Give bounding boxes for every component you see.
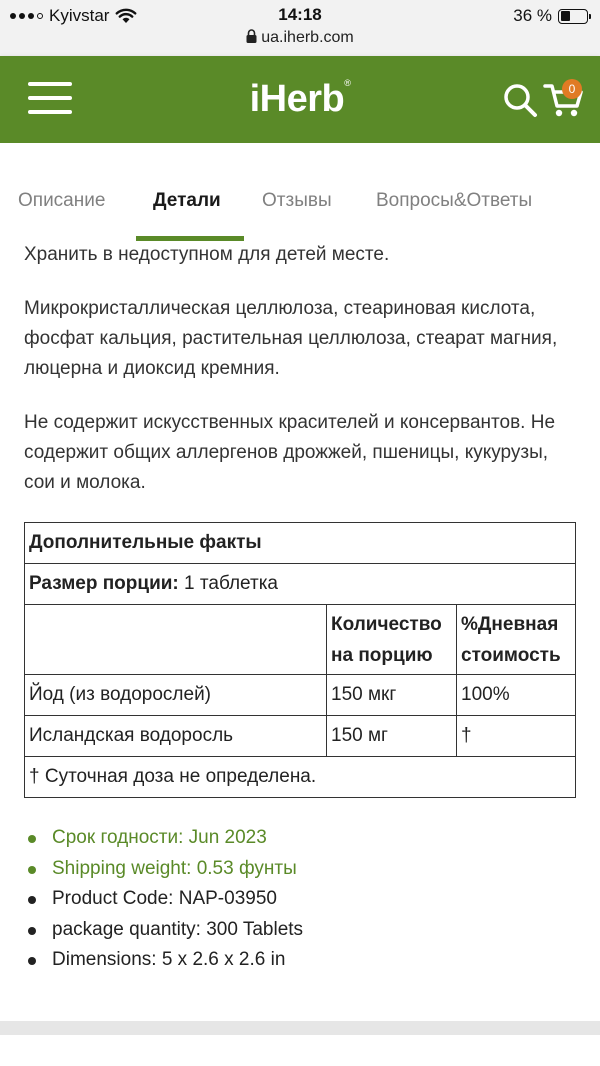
ingredients-text: Микрокристаллическая целлюлоза, стеариновая кислота, фосфат кальция, растительная целлюлоза, стеарат магния, люцерна и диоксид кремния. — [24, 298, 558, 379]
tab-details[interactable]: Детали — [153, 190, 221, 211]
table-row — [25, 716, 576, 757]
daily-value-header — [457, 605, 576, 675]
amount-header-line2: на порцию — [331, 644, 433, 666]
cart-count-badge: 0 — [562, 79, 582, 99]
allergen-text: Не содержит искусственных красителей и консервантов. Не содержит общих аллергенов дрожжей, пшеницы, кукурузы, сои и молока. — [24, 412, 556, 493]
serving-size-label: Размер порции: — [29, 573, 179, 594]
table-title-row — [25, 523, 576, 564]
dv-header-line2: стоимость — [461, 644, 561, 666]
nutrient-amount: 150 мкг — [327, 675, 457, 716]
url-text: ua.iherb.com — [261, 29, 354, 46]
battery-icon — [558, 9, 588, 24]
registered-mark: ® — [344, 78, 351, 88]
clock: 14:18 — [278, 5, 322, 24]
tab-questions[interactable]: Вопросы&Ответы — [376, 190, 533, 211]
table-title: Дополнительные факты — [25, 523, 576, 564]
product-code: Product Code: NAP-03950 — [24, 884, 576, 915]
nutrient-daily-value: † — [457, 716, 576, 757]
nutrient-amount: 150 мг — [327, 716, 457, 757]
battery-status — [513, 6, 588, 26]
tab-reviews[interactable]: Отзывы — [262, 190, 332, 211]
table-header-row — [25, 605, 576, 675]
amount-header-line1: Количество — [331, 613, 442, 635]
serving-size-value: 1 таблетка — [178, 573, 278, 594]
search-icon[interactable] — [502, 82, 538, 118]
address-bar[interactable] — [0, 29, 600, 47]
expiration-date: Срок годности: Jun 2023 — [24, 823, 576, 854]
package-quantity: package quantity: 300 Tablets — [24, 915, 576, 946]
dv-header-line1: %Дневная — [461, 613, 559, 635]
product-details-list — [24, 823, 576, 976]
dimensions: Dimensions: 5 x 2.6 x 2.6 in — [24, 945, 576, 976]
next-section-heading-cut — [24, 1052, 576, 1066]
shipping-weight: Shipping weight: 0.53 фунты — [24, 854, 576, 885]
section-divider — [0, 1021, 600, 1035]
carrier-name: Kyivstar — [49, 6, 110, 25]
table-row — [25, 675, 576, 716]
serving-size-row — [25, 564, 576, 605]
serving-size — [25, 564, 576, 605]
table-header-empty — [25, 605, 327, 675]
storage-note: Хранить в недоступном для детей месте. — [24, 244, 390, 265]
amount-header — [327, 605, 457, 675]
scrolled-text — [24, 238, 576, 266]
battery-percent: 36 % — [513, 6, 552, 25]
logo-text: iHerb — [249, 78, 345, 120]
product-tabs — [0, 143, 600, 243]
nutrient-name: Йод (из водорослей) — [25, 675, 327, 716]
footnote-row — [25, 757, 576, 798]
nutrient-daily-value: 100% — [457, 675, 576, 716]
status-bar — [0, 0, 600, 56]
supplement-facts-table — [24, 522, 576, 798]
site-header — [0, 56, 600, 143]
nutrient-name: Исландская водоросль — [25, 716, 327, 757]
tab-description[interactable]: Описание — [18, 190, 106, 211]
lock-icon — [246, 29, 257, 43]
table-footnote: † Суточная доза не определена. — [25, 757, 576, 798]
